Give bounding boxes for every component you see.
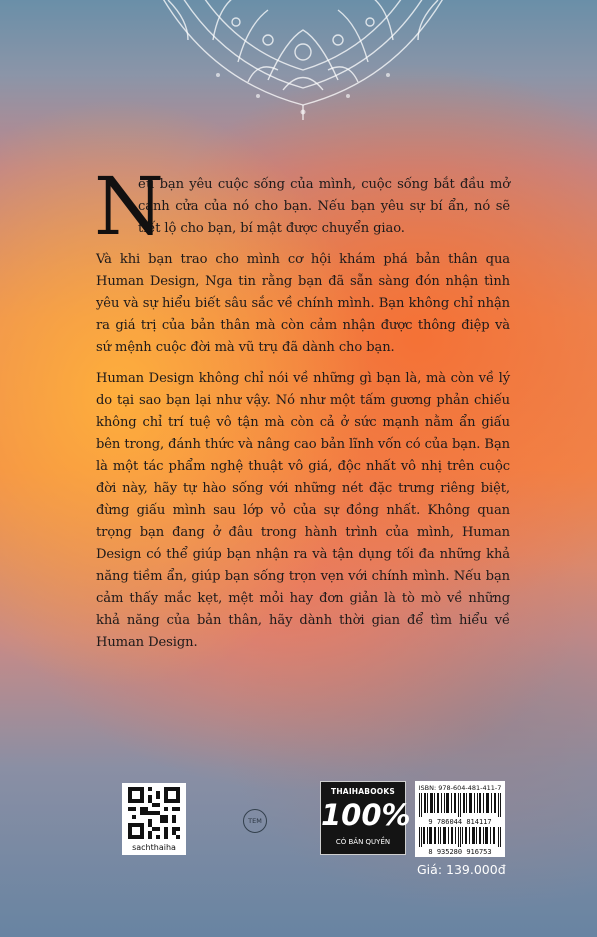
copyright-badge <box>320 781 411 855</box>
qr-code-icon <box>128 787 180 839</box>
badge-percent: 100% <box>321 798 411 832</box>
badge-brand: THAIHABOOKS <box>331 787 395 796</box>
barcode-digits-bottom: 8 935280 916753 <box>428 848 492 856</box>
isbn-number: ISBN: 978-604-481-411-7 <box>418 784 502 792</box>
isbn-barcode <box>415 781 505 857</box>
qr-code <box>122 783 186 855</box>
back-cover-text <box>94 160 510 663</box>
barcode-digits-top: 9 786044 814117 <box>428 818 492 826</box>
drop-cap: N <box>94 160 164 253</box>
barcode-top-icon <box>419 793 501 817</box>
qr-label: sachthaiha <box>132 843 176 852</box>
price-label: Giá: 139.000đ <box>417 862 506 877</box>
tem-stamp-icon: TEM <box>243 809 267 833</box>
paragraph-1-text: ếu bạn yêu cuộc sống của mình, cuộc sống bắt đầu mở cánh cửa của nó cho bạn. Nếu bạn yêu sự bí ẩn, nó sẽ tiết lộ cho bạn, bí mật được chuyển giao. <box>138 177 510 236</box>
badge-subtitle: CÓ BẢN QUYỀN <box>335 838 391 846</box>
paragraph-3: Human Design không chỉ nói về những gì bạn là, mà còn về lý do tại sao bạn lại như vậy. Nó như một tấm gương phản chiếu không chỉ trí tuệ vô tận mà còn cả ở sức mạnh nằm ẩn giấu bên trong, đánh thức và nâng cao bản lĩnh vốn có của bạn. Bạn là một tác phẩm nghệ thuật vô giá, độc nhất vô nhị trên cuộc đời này, hãy tự hào sống với những nét đặc trưng riêng biệt, đừng giấu mình sau lớp vỏ của sự đồng nhất. Không quan trọng bạn đang ở đâu trong hành trình của mình, Human Design có thể giúp bạn nhận ra và tận dụng tối đa những khả năng tiềm ẩn, giúp bạn sống trọn vẹn với chính mình. Nếu bạn cảm thấy mắc kẹt, mệt mỏi hay đơn giản là tò mò về những khả năng của bản thân, hãy dành thời gian để tìm hiểu về Human Design. <box>96 371 510 650</box>
mandala-ornament <box>118 0 488 120</box>
paragraph-1 <box>94 160 510 253</box>
paragraph-2: Và khi bạn trao cho mình cơ hội khám phá bản thân qua Human Design, Nga tin rằng bạn đã sẵn sàng đón nhận tình yêu và sự hiểu biết sâu sắc về chính mình. Bạn không chỉ nhận ra giá trị của bản thân mà còn cảm nhận được thông điệp và sứ mệnh cuộc đời mà vũ trụ đã dành cho bạn. <box>96 252 510 355</box>
barcode-bottom-icon <box>419 827 501 847</box>
